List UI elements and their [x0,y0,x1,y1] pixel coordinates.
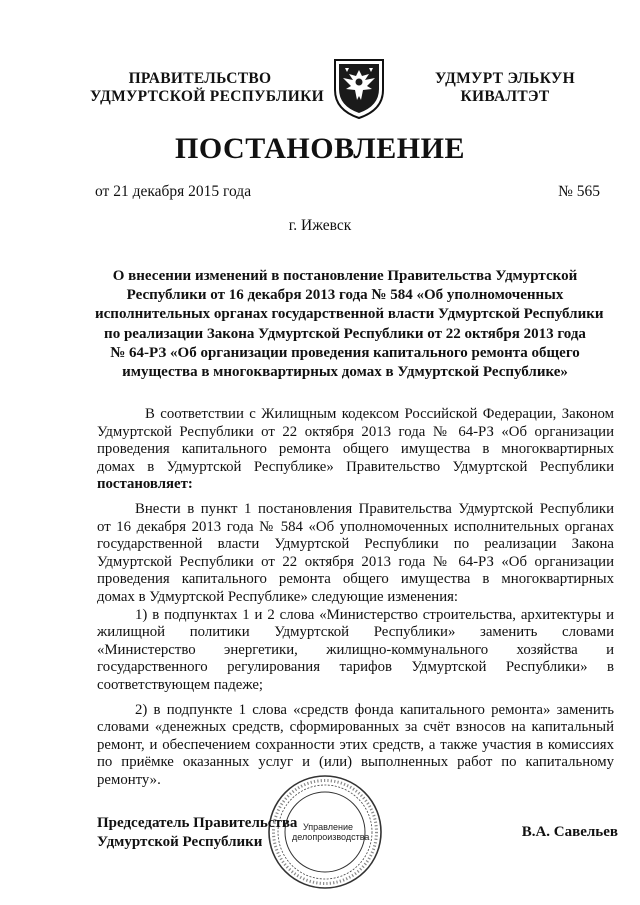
signatory-title-line: Председатель Правительства [97,815,298,831]
preamble-line: Удмуртской Республики от 22 октября 2013 года № 64-РЗ «Об организации [97,423,614,440]
document-type: ПОСТАНОВЛЕНИЕ [175,132,465,165]
item2-line: 2) в подпункте 1 слова «средств фонда капитального ремонта» заменить [135,701,614,718]
signatory-title-line: Удмуртской Республики [97,834,263,850]
header-left [90,70,325,106]
intro-line: Удмуртской Республики от 22 октября 2013 года № 64-РЗ «Об организации [97,553,614,570]
document-date: от 21 декабря 2015 года [95,183,252,200]
header-left-line-2: УДМУРТСКОЙ РЕСПУБЛИКИ [90,88,325,105]
preamble-line: В соответствии с Жилищным кодексом Российской Федерации, Законом [145,406,614,422]
header-right-line-2: КИВАЛТЭТ [460,88,550,105]
header-left-line-1: ПРАВИТЕЛЬСТВО [128,70,272,87]
document-number: № 565 [558,183,600,200]
item2-line: ремонту». [97,771,161,788]
item1-line: «Министерство энергетики, жилищно-коммунального хозяйства и [97,641,614,658]
stamp-label-line: Управление [302,822,354,832]
title-line: Республики от 16 декабря 2013 года № 584 «Об уполномоченных [126,287,564,304]
document-title [95,267,604,382]
title-line: по реализации Закона Удмуртской Республики от 22 октября 2013 года [104,325,586,342]
title-line: исполнительных органах государственной власти Удмуртской Республики [95,306,604,323]
header-right-line-1: УДМУРТ ЭЛЬКУН [435,70,575,87]
intro-line: государственной власти Удмуртской Республики по реализации Закона [97,536,614,553]
header-right [410,70,600,106]
intro-line: домах в Удмуртской Республике» следующие изменения: [97,588,459,605]
resolves-word: постановляет: [97,476,193,493]
intro-line: от 16 декабря 2013 года № 584 «Об уполномоченных исполнительных органах [97,518,614,535]
item1-line: соответствующем падеже; [97,676,264,693]
item2-line: по приёмке оказанных услуг и (или) выполненных работ по капитальному [97,754,614,771]
item2-line: ремонт, и обеспечением сохранности этих средств, а также участия в комиссиях [97,736,614,753]
preamble-line: проведения капитального ремонта общего имущества в многоквартирных [97,441,614,458]
stamp-label-line: делопроизводства [292,832,370,842]
item2-line: словами «денежных средств, сформированных за счёт взносов на капитальный [97,719,614,736]
preamble-line: домах в Удмуртской Республике» Правительство Удмуртской Республики [97,458,614,475]
item1-line: 1) в подпунктах 1 и 2 слова «Министерство строительства, архитектуры и [135,606,614,623]
intro-line: проведения капитального ремонта общего имущества в многоквартирных [97,571,614,588]
intro-line: Внести в пункт 1 постановления Правительства Удмуртской Республики [135,500,614,517]
item1-line: государственного регулирования тарифов Удмуртской Республики» в [97,659,614,676]
signatory-name: В.А. Савельев [521,824,618,840]
signatory-title [97,814,297,852]
title-line: № 64-РЗ «Об организации проведения капитального ремонта общего [110,344,580,361]
item1-line: жилищной политики Удмуртской Республики» заменить словами [97,624,614,641]
coat-of-arms-icon [331,56,387,120]
stamp-label [292,822,370,842]
document-city: г. Ижевск [288,217,352,234]
title-line: О внесении изменений в постановление Правительства Удмуртской [112,268,578,284]
document-body [97,406,614,789]
title-line: имущества в многоквартирных домах в Удмуртской Республике» [122,364,568,381]
